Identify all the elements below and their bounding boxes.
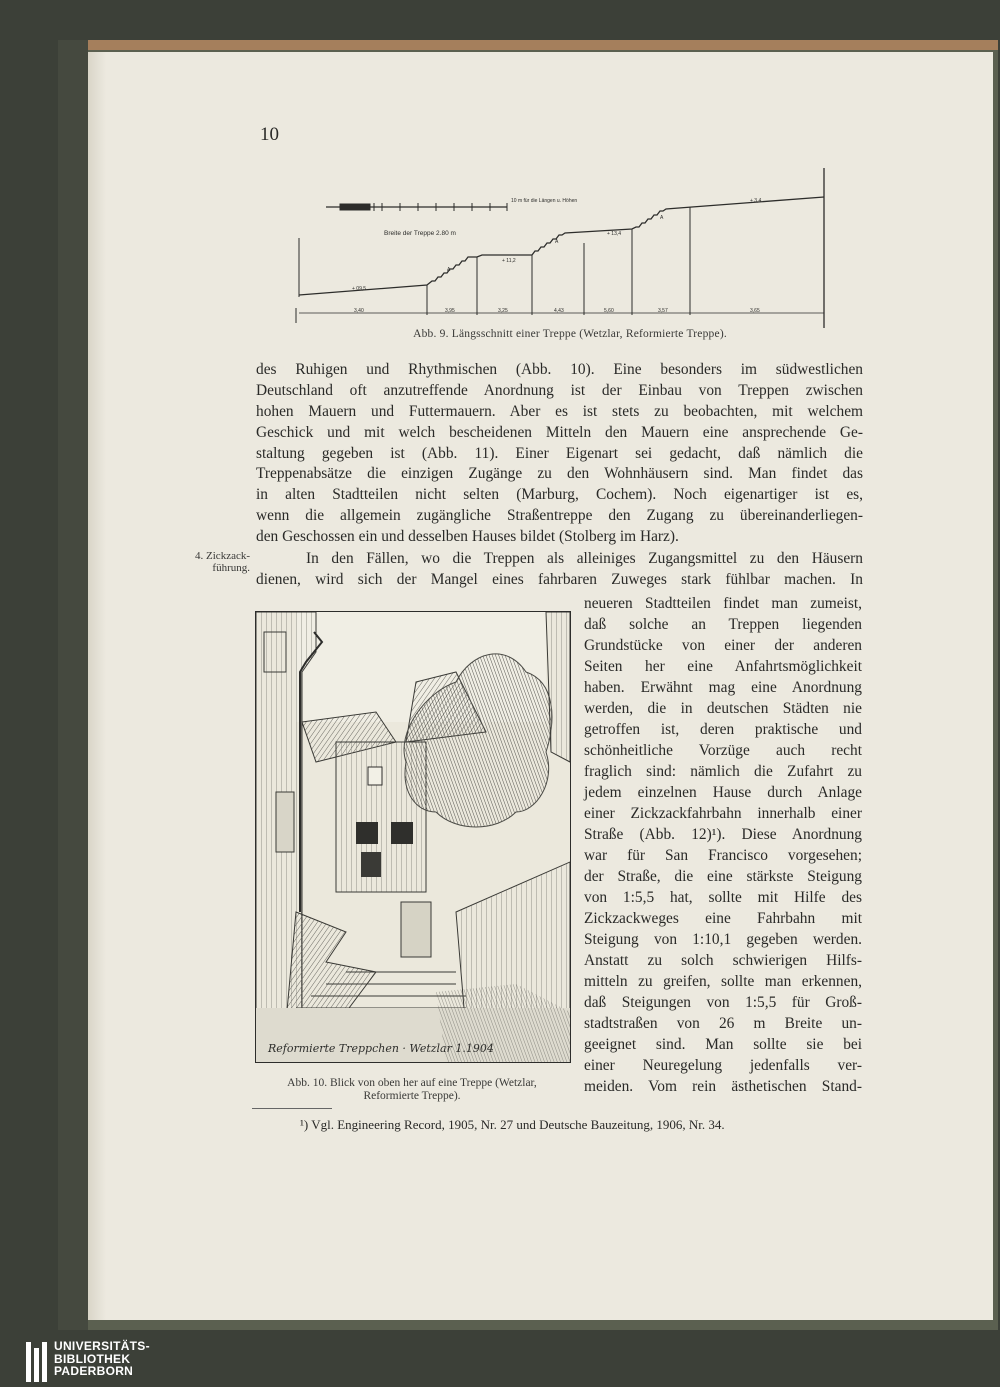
text-line: Deutschland oft anzutreffende Anordnung ist der Einbau von Treppen zwischen xyxy=(256,381,863,399)
text-line: dienen, wird sich der Mangel eines fahrbaren Zuweges stark fühlbar machen. In xyxy=(256,570,863,588)
text-line: schönheitliche Vorzüge auch recht xyxy=(584,742,862,760)
text-line: den Geschossen ein und desselben Hauses bildet (Stolberg im Harz). xyxy=(256,528,679,546)
text-line: jedem einzelnen Hause durch Anlage xyxy=(584,784,862,802)
elevation-label: + 11,2 xyxy=(502,258,516,264)
length-label: 3,57 xyxy=(658,308,668,314)
cover-edge xyxy=(88,40,998,50)
length-label: 4,43 xyxy=(554,308,564,314)
text-line: stadtstraßen von 26 m Breite un- xyxy=(584,1015,862,1033)
length-label: 3,95 xyxy=(445,308,455,314)
text-line: Zickzackweges eine Fahrbahn mit xyxy=(584,910,862,928)
text-line: fraglich sind: nämlich die Zufahrt zu xyxy=(584,763,862,781)
text-line: in alten Stadtteilen nicht selten (Marburg, Cochem). Noch eigenartiger ist es, xyxy=(256,486,863,504)
text-line: In den Fällen, wo die Treppen als alleiniges Zugangsmittel zu den Häusern xyxy=(306,550,863,567)
right-column-text xyxy=(584,593,862,1097)
stair-label: A xyxy=(660,215,664,221)
figure-10-caption xyxy=(256,1077,568,1103)
text-line: geeignet sind. Man sollte sie bei xyxy=(584,1036,862,1054)
text-line: daß solche an Treppen liegenden xyxy=(584,616,862,634)
text-line: Treppenabsätze die einzigen Zugänge zu den Wohnhäusern sind. Man findet das xyxy=(256,465,863,483)
sketch-drawing xyxy=(256,612,570,1062)
length-label: 3,25 xyxy=(498,308,508,314)
stair-label: A xyxy=(555,239,559,245)
caption-line: Reformierte Treppe). xyxy=(363,1090,461,1102)
margin-note-line: führung. xyxy=(212,562,250,574)
paragraph-1 xyxy=(256,360,863,548)
text-line: staltung gegeben ist (Abb. 11). Einer Eigenart sei gedacht, daß nämlich die xyxy=(256,444,863,462)
text-line: Seiten her eine Anfahrtsmöglichkeit xyxy=(584,658,862,676)
elevation-label: + 09,5 xyxy=(352,286,367,292)
text-line: war für San Francisco vorgesehen; xyxy=(584,847,862,865)
sketch-inscription: Reformierte Treppchen · Wetzlar 1.1904 xyxy=(268,1042,494,1055)
library-name-line: PADERBORN xyxy=(54,1364,134,1378)
text-line: Steigung von 1:10,1 gegeben werden. xyxy=(584,931,862,949)
text-line: neueren Stadtteilen findet man zumeist, xyxy=(584,595,862,612)
elevation-label: + 3,4 xyxy=(750,198,762,204)
text-line: Grundstücke von einer der anderen xyxy=(584,637,862,655)
text-line: wenn die allgemein zugängliche Straßentreppe den Zugang zu übereinanderliegen- xyxy=(256,507,863,525)
book-spine xyxy=(58,40,88,1330)
text-line: haben. Erwähnt mag eine Anordnung xyxy=(584,679,862,697)
text-line: daß Steigungen von 1:5,5 für Groß- xyxy=(584,994,862,1012)
text-line: getroffen ist, deren praktische und xyxy=(584,721,862,739)
figure-10-sketch xyxy=(255,611,571,1063)
library-name-line: UNIVERSITÄTS- xyxy=(54,1339,150,1353)
caption-line: Abb. 10. Blick von oben her auf eine Treppe (Wetzlar, xyxy=(287,1077,537,1089)
text-line: einer Neuregelung jedenfalls ver- xyxy=(584,1057,862,1075)
text-line: mitteln zu greifen, sollte man erkennen, xyxy=(584,973,862,991)
text-line: hohen Mauern und Futtermauern. Aber es ist stets zu beobachten, mit welchem xyxy=(256,402,863,420)
length-label: 5,60 xyxy=(604,308,614,314)
figure-9-section-drawing xyxy=(292,163,832,333)
text-line: Straße (Abb. 12)¹). Diese Anordnung xyxy=(584,826,862,844)
library-logo xyxy=(26,1340,226,1384)
footnote-rule xyxy=(252,1108,332,1109)
length-label: 3,65 xyxy=(750,308,760,314)
text-line: einer Zickzackfahrbahn innerhalb einer xyxy=(584,805,862,823)
footnote: ¹) Vgl. Engineering Record, 1905, Nr. 27 und Deutsche Bauzeitung, 1906, Nr. 34. xyxy=(300,1117,725,1132)
library-name xyxy=(54,1340,150,1378)
page-number: 10 xyxy=(260,124,279,145)
margin-note-line: 4. Zickzack- xyxy=(195,550,250,562)
stair-label: A xyxy=(447,267,451,273)
paragraph-2 xyxy=(256,549,863,591)
text-line: von 1:5,5 hat, sollte mit Hilfe des xyxy=(584,889,862,907)
text-line: des Ruhigen und Rhythmischen (Abb. 10). Eine besonders im südwestlichen xyxy=(256,361,863,378)
elevation-label: + 13,4 xyxy=(607,231,622,237)
text-line: der Straße, die eine stärkste Steigung xyxy=(584,868,862,886)
margin-note xyxy=(180,550,250,574)
library-name-line: BIBLIOTHEK xyxy=(54,1351,131,1366)
scale-label: 10 m für die Längen u. Höhen xyxy=(511,198,578,204)
text-line: werden, die in deutschen Städten nie xyxy=(584,700,862,718)
figure-9-caption: Abb. 9. Längsschnitt einer Treppe (Wetzlar, Reformierte Treppe). xyxy=(413,328,727,340)
length-label: 3,40 xyxy=(354,308,364,314)
text-line: Geschick und mit welch bescheidenen Mitteln den Mauern eine ansprechende Ge- xyxy=(256,423,863,441)
text-line: meiden. Vom rein ästhetischen Stand- xyxy=(584,1078,862,1096)
stair-width-label: Breite der Treppe 2.80 m xyxy=(384,230,456,237)
text-line: Anstatt zu solch schwierigen Hilfs- xyxy=(584,952,862,970)
